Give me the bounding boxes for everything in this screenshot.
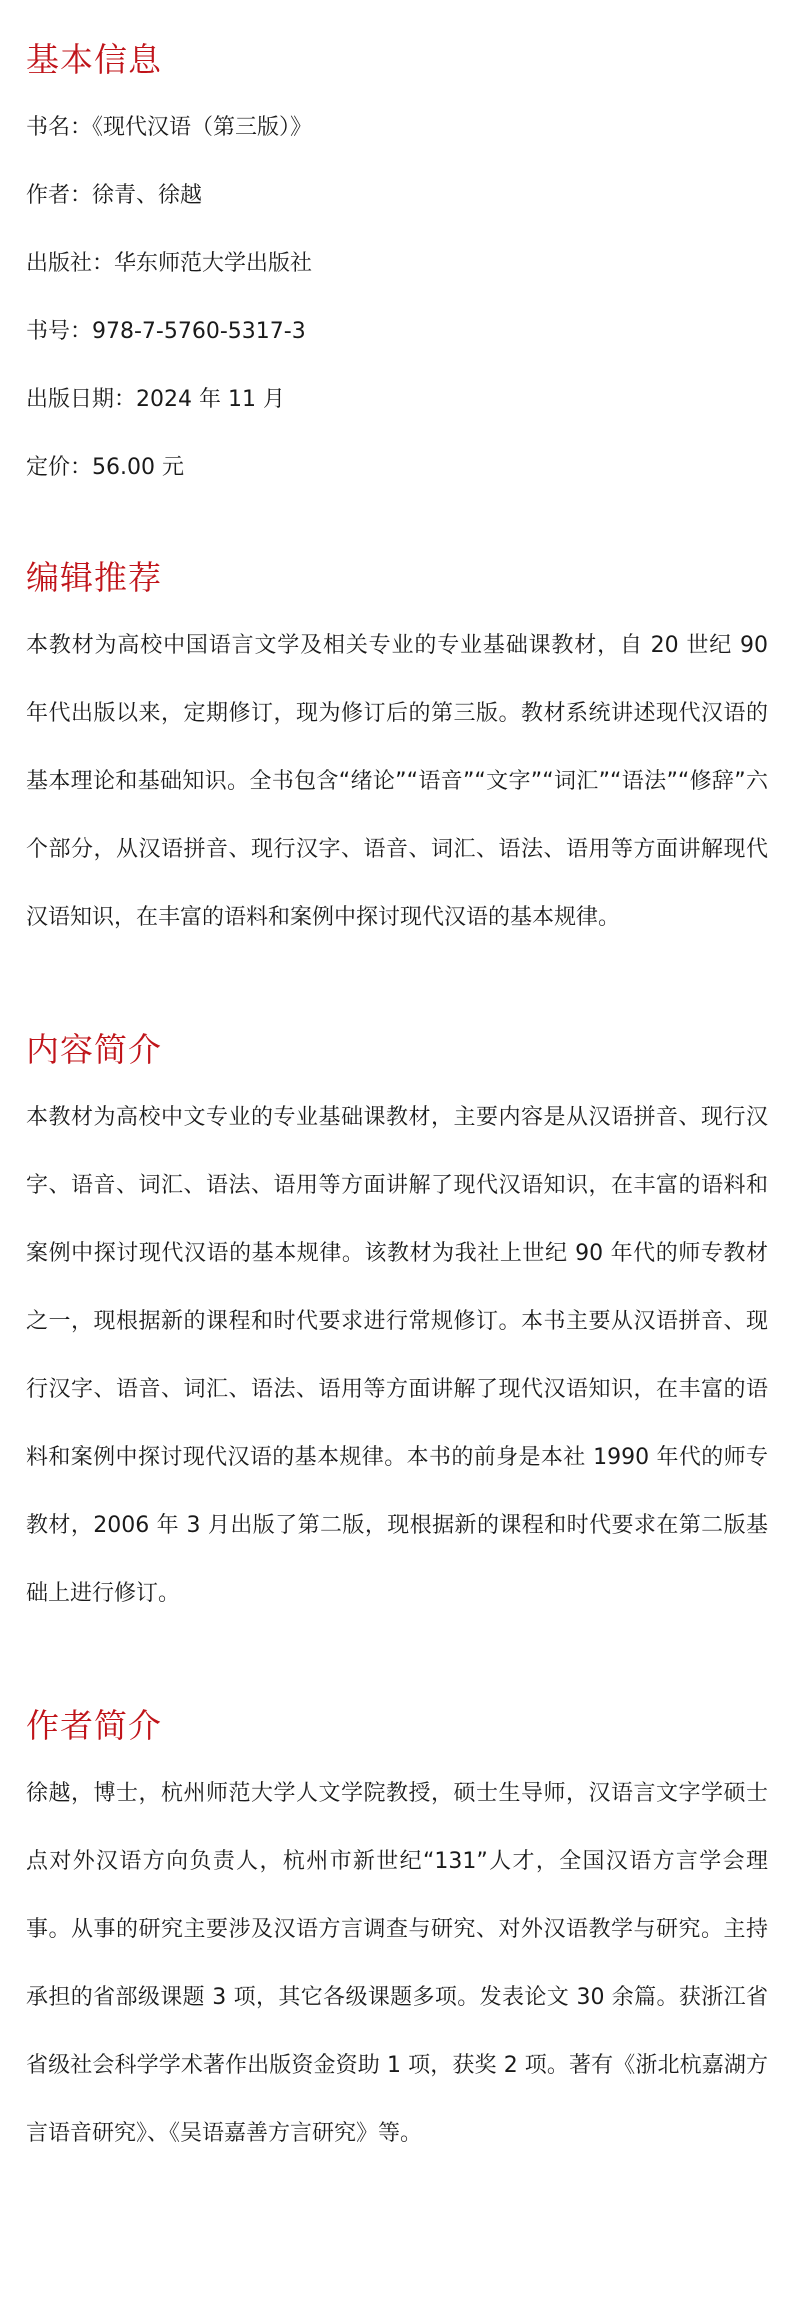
book-authors: 作者：徐青、徐越 [26, 183, 203, 208]
editor-recommendation-section [26, 548, 768, 952]
book-price: 定价：56.00 元 [26, 455, 184, 480]
book-publish-date: 出版日期：2024 年 11 月 [26, 387, 285, 412]
section-spacer [26, 952, 768, 1020]
section-spacer [26, 1628, 768, 1696]
basic-info-section [26, 30, 768, 502]
editor-recommendation-heading: 编辑推荐 [26, 558, 162, 597]
editor-recommendation-text: 本教材为高校中国语言文学及相关专业的专业基础课教材，自 20 世纪 90 年代出版以来，定期修订，现为修订后的第三版。教材系统讲述现代汉语的基本理论和基础知识。全书包含“绪论”“语音”“文字”“词汇”“语法”“修辞”六个部分，从汉语拼音、现行汉字、语音、词汇、语法、语用等方面讲解现代汉语知识，在丰富的语料和案例中探讨现代汉语的基本规律。 [26, 633, 768, 930]
book-publisher: 出版社：华东师范大学出版社 [26, 251, 313, 276]
author-intro-heading: 作者简介 [26, 1706, 162, 1745]
book-title: 书名：《现代汉语（第三版）》 [26, 115, 313, 140]
section-spacer [26, 502, 768, 548]
book-isbn: 书号：978-7-5760-5317-3 [26, 319, 306, 344]
basic-info-heading: 基本信息 [26, 40, 162, 79]
content-summary-text: 本教材为高校中文专业的专业基础课教材，主要内容是从汉语拼音、现行汉字、语音、词汇、语法、语用等方面讲解了现代汉语知识，在丰富的语料和案例中探讨现代汉语的基本规律。该教材为我社上世纪 90 年代的师专教材之一，现根据新的课程和时代要求进行常规修订。本书主要从汉语拼音、现行汉字、语音、词汇、语法、语用等方面讲解了现代汉语知识，在丰富的语料和案例中探讨现代汉语的基本规律。本书的前身是本社 1990 年代的师专教材，2006 年 3 月出版了第二版，现根据新的课程和时代要求在第二版基础上进行修订。 [26, 1105, 768, 1606]
content-summary-heading: 内容简介 [26, 1030, 162, 1069]
content-summary-section [26, 1020, 768, 1628]
author-intro-text: 徐越，博士，杭州师范大学人文学院教授，硕士生导师，汉语言文字学硕士点对外汉语方向负责人，杭州市新世纪“131”人才，全国汉语方言学会理事。从事的研究主要涉及汉语方言调查与研究、对外汉语教学与研究。主持承担的省部级课题 3 项，其它各级课题多项。发表论文 30 余篇。获浙江省省级社会科学学术著作出版资金资助 1 项，获奖 2 项。著有《浙北杭嘉湖方言语音研究》、《吴语嘉善方言研究》等。 [26, 1781, 768, 2146]
basic-info-list [26, 94, 768, 502]
author-intro-section [26, 1696, 768, 2168]
